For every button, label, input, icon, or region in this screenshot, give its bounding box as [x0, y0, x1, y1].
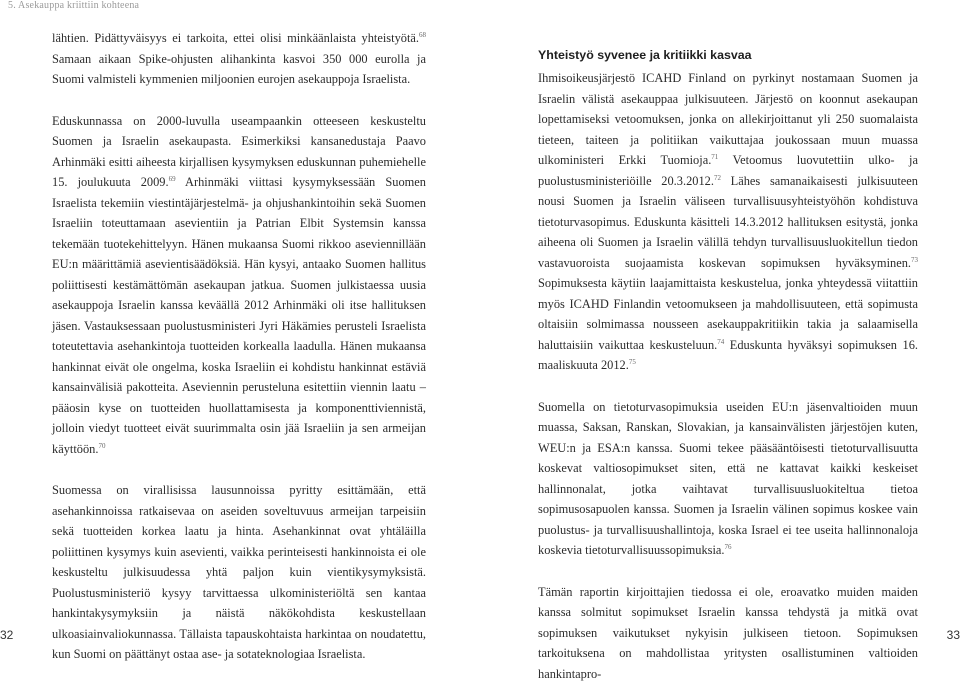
paragraph: Suomessa on virallisissa lausunnoissa pyritty esittämään, että asehankinnoissa ratkaisevaa on aseiden soveltuvuus armeijan tarpeisiin sekä tuotteiden korkea laatu ja hinta. Asehankinnat ovat yhtäläilla poliittinen kysymys kuin asevienti, vaikka perinteisesti hankinnoista ei ole keskusteltu julkisuudessa yhtä paljon kuin vientikysymyksistä. Puolustusministeriö kysyy tarvittaessa ulkoministeriöltä sen kantaa hankintakysymyksiin ja näistä näkökohdista keskustellaan ulkoasiainvaliokunnassa. Tällaista tapauskohtaista harkintaa on noudatettu, kun Suomi on päättänyt ostaa ase- ja sotateknologiaa Israelista. — [52, 480, 426, 665]
right-column — [538, 46, 918, 684]
paragraph: lähtien. Pidättyväisyys ei tarkoita, ettei olisi minkäänlaista yhteistyötä.$^{68}$ Samaan aikaan Spike-ohjusten alihankinta kasvoi 350 000 eurolla ja Suomi valmisteli kymmenien miljoonien eurojen asekauppoja Israelista. — [52, 28, 426, 90]
paragraph: Eduskunnassa on 2000-luvulla useampaankin otteeseen keskusteltu Suomen ja Israelin asekaupasta. Esimerkiksi kansanedustaja Paavo Arhinmäki esitti aiheesta kirjallisen kysymyksen eduskunnan puhemiehelle 15. joulukuuta 2009.69 Arhinmäki viittasi kysymyksessään Suomen Israelista tekemiin viestintäjärjestelmä- ja ohjushankintoihin sekä Suomen Israeliin toteuttamaan asevientiin ja Patrian Elbit Systemsin kanssa tekemään tuotekehittelyyn. Hänen mukaansa Suomi rikkoo aseviennillään EU:n määrittämiä asevientisäädöksiä. Hän kysyi, antaako Suomen hallitus poliittisesti kestämättömän asekaupan jatkua. Suomen julkistaessa uusia asekauppoja Israelin kanssa keväällä 2012 Arhinmäki oli itse hallituksen jäsen. Vastauksessaan puolustusministeri Jyri Häkämies perusteli Israelista toteutettavia asehankintoja tuotteiden korkealla laadulla. Hänen mukaansa hankinnat eivät ole ongelma, koska Israeliin ei kohdistu hankinnat estäviä kansainvälisiä pakotteita. Aseviennin perusteluna esitettiin viennin laatu – pääosin kyse on tuotteiden huollattamisesta ja komponenttiviennistä, jolloin viedyt tuotteet eivät suurimmalta osin jää Israeliin ja sen armeijan käyttöön.$^{70}$ — [52, 111, 426, 460]
footnote-marker[interactable]: 73 — [911, 255, 918, 263]
footnote-marker[interactable]: 70 — [98, 441, 105, 449]
running-header: 5. Asekauppa kriittiin kohteena — [8, 0, 139, 11]
page-number-right: 33 — [947, 628, 960, 642]
footnote-marker[interactable]: 68 — [419, 31, 426, 39]
section-heading: Yhteistyö syvenee ja kritiikki kasvaa — [538, 46, 918, 64]
page-number-left: 32 — [0, 628, 13, 642]
footnote-marker[interactable]: 74 — [717, 337, 724, 345]
footnote-marker[interactable]: 72 — [714, 173, 721, 181]
paragraph: Ihmisoikeusjärjestö ICAHD Finland on pyrkinyt nostamaan Suomen ja Israelin välistä asekauppaa julkisuuteen. Järjestö on koonnut asekaupan lopettamiseksi vetoomuksen, jonka on allekirjoittanut yli 250 suomalaista tieteen, taiteen ja politiikan vaikuttajaa joukossaan muun muassa ulkoministeri Erkki Tuomioja.$^{71}$ Vetoomus luovutettiin ulko- ja puolustusministeriöille 20.3.2012.72 Lähes samanaikaisesti julkisuuteen nousi Suomen ja Israelin väliseen turvallisuusyhteistyöhön kohdistuva tietoturvasopimus. Eduskunta käsitteli 14.3.2012 hallituksen esitystä, jonka aiheena oli Suomen ja Israelin välillä tehdyn turvallisuusluokitellun tiedon vastavuoroista suojaamista koskevan sopimuksen hyväksyminen.$^{73}$ Sopimuksesta käytiin laajamittaista keskustelua, jonka yhteydessä viitattiin myös ICAHD Finlandin vetoomukseen ja mahdollisuuteen, että sopimusta oltaisiin solmimassa nousseen asekauppakritiikin takia ja salaamisella haluttaisiin vaikuttaa keskusteluun.$^{74}$ Eduskunta hyväksyi sopimuksen 16. maaliskuuta 2012.75 — [538, 68, 918, 376]
footnote-marker[interactable]: 71 — [711, 153, 718, 161]
footnote-marker[interactable]: 69 — [169, 175, 176, 183]
left-column — [52, 28, 426, 665]
footnote-marker[interactable]: 75 — [629, 358, 636, 366]
footnote-marker[interactable]: 76 — [725, 543, 732, 551]
paragraph: Suomella on tietoturvasopimuksia useiden EU:n jäsenvaltioiden muun muassa, Saksan, Ranskan, Slovakian, ja kansainvälisten järjestöjen kuten, WEU:n ja ESA:n kanssa. Suomi tekee pääsääntöisesti tietoturvallisuutta koskevat valtiosopimukset siten, että ne kattavat kaikki keskeiset hallinnonalat, jotka vaihtavat turvallisuusluokiteltua tietoa sopimusosapuolen kanssa. Suomen ja Israelin välinen sopimus koskee vain puolustus- ja turvallisuushallintoja, koska Israel ei tee useita hallinnonaloja koskevia tietoturvallisuussopimuksia.$^{76}$ — [538, 397, 918, 561]
paragraph: Tämän raportin kirjoittajien tiedossa ei ole, eroavatko muiden maiden kanssa solmitut sopimukset Israelin kanssa tehdystä ja mitkä ovat sopimuksen vaikutukset nykyisin julkiseen tietoon. Sopimuksen tarkoituksena on mahdollistaa yritysten osallistuminen valtioiden hankintapro- — [538, 582, 918, 684]
